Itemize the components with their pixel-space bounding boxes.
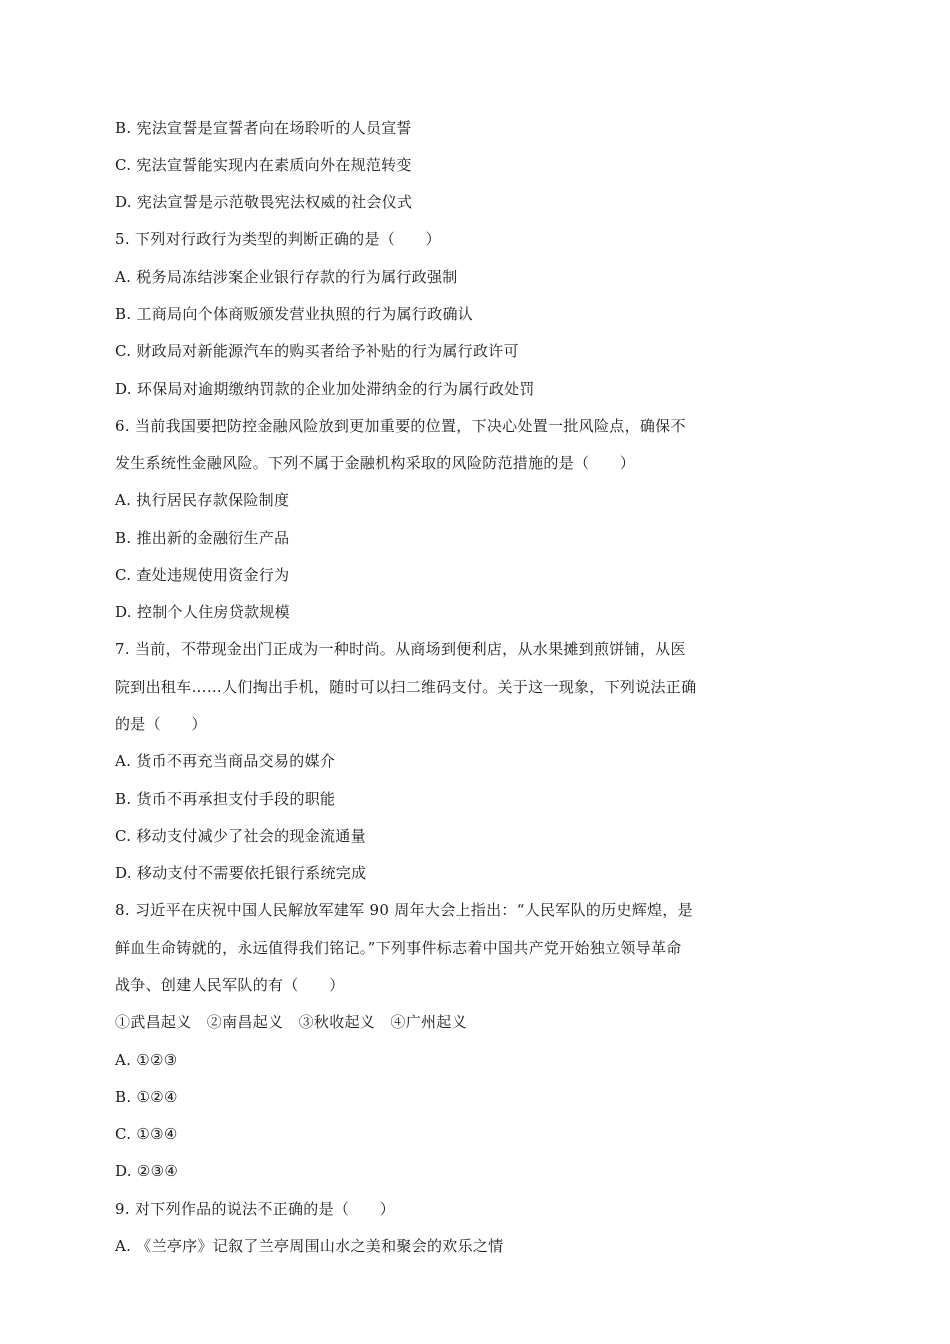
q8-option-a: A. ①②③ xyxy=(115,1051,178,1069)
q5-option-c: C. 财政局对新能源汽车的购买者给予补贴的行为属行政许可 xyxy=(115,342,519,360)
q7-stem-line-3: 的是（ ） xyxy=(115,715,207,733)
q7-stem-line-2: 院到出租车……人们掏出手机，随时可以扫二维码支付。关于这一现象，下列说法正确 xyxy=(115,678,697,696)
q4-option-d: D. 宪法宣誓是示范敬畏宪法权威的社会仪式 xyxy=(115,193,413,211)
q8-stem-line-1: 8. 习近平在庆祝中国人民解放军建军 90 周年大会上指出：“人民军队的历史辉煌，是 xyxy=(115,901,693,919)
q9-stem: 9. 对下列作品的说法不正确的是（ ） xyxy=(115,1200,396,1218)
q6-option-d: D. 控制个人住房贷款规模 xyxy=(115,603,290,621)
q8-stem-line-2: 鲜血生命铸就的，永远值得我们铭记。”下列事件标志着中国共产党开始独立领导革命 xyxy=(115,939,682,957)
q4-option-b: B. 宪法宣誓是宣誓者向在场聆听的人员宣誓 xyxy=(115,119,412,137)
q8-option-c: C. ①③④ xyxy=(115,1125,178,1143)
q8-option-b: B. ①②④ xyxy=(115,1088,178,1106)
q5-option-a: A. 税务局冻结涉案企业银行存款的行为属行政强制 xyxy=(115,268,458,286)
q8-choices: ①武昌起义 ②南昌起义 ③秋收起义 ④广州起义 xyxy=(115,1013,467,1031)
q6-option-c: C. 查处违规使用资金行为 xyxy=(115,566,290,584)
q5-option-d: D. 环保局对逾期缴纳罚款的企业加处滞纳金的行为属行政处罚 xyxy=(115,380,535,398)
q9-option-a: A. 《兰亭序》记叙了兰亭周围山水之美和聚会的欢乐之情 xyxy=(115,1237,504,1255)
q7-option-c: C. 移动支付减少了社会的现金流通量 xyxy=(115,827,366,845)
q5-option-b: B. 工商局向个体商贩颁发营业执照的行为属行政确认 xyxy=(115,305,474,323)
q6-option-a: A. 执行居民存款保险制度 xyxy=(115,491,290,509)
q7-option-b: B. 货币不再承担支付手段的职能 xyxy=(115,790,336,808)
q8-option-d: D. ②③④ xyxy=(115,1162,179,1180)
q7-option-a: A. 货币不再充当商品交易的媒介 xyxy=(115,752,336,770)
q8-stem-line-3: 战争、创建人民军队的有（ ） xyxy=(115,976,345,994)
q5-stem: 5. 下列对行政行为类型的判断正确的是（ ） xyxy=(115,230,441,248)
q6-stem-line-2: 发生系统性金融风险。下列不属于金融机构采取的风险防范措施的是（ ） xyxy=(115,454,636,472)
q7-option-d: D. 移动支付不需要依托银行系统完成 xyxy=(115,864,367,882)
q4-option-c: C. 宪法宣誓能实现内在素质向外在规范转变 xyxy=(115,156,412,174)
q7-stem-line-1: 7. 当前，不带现金出门正成为一种时尚。从商场到便利店，从水果摊到煎饼铺，从医 xyxy=(115,640,686,658)
q6-option-b: B. 推出新的金融衍生产品 xyxy=(115,529,290,547)
q6-stem-line-1: 6. 当前我国要把防控金融风险放到更加重要的位置，下决心处置一批风险点，确保不 xyxy=(115,417,686,435)
